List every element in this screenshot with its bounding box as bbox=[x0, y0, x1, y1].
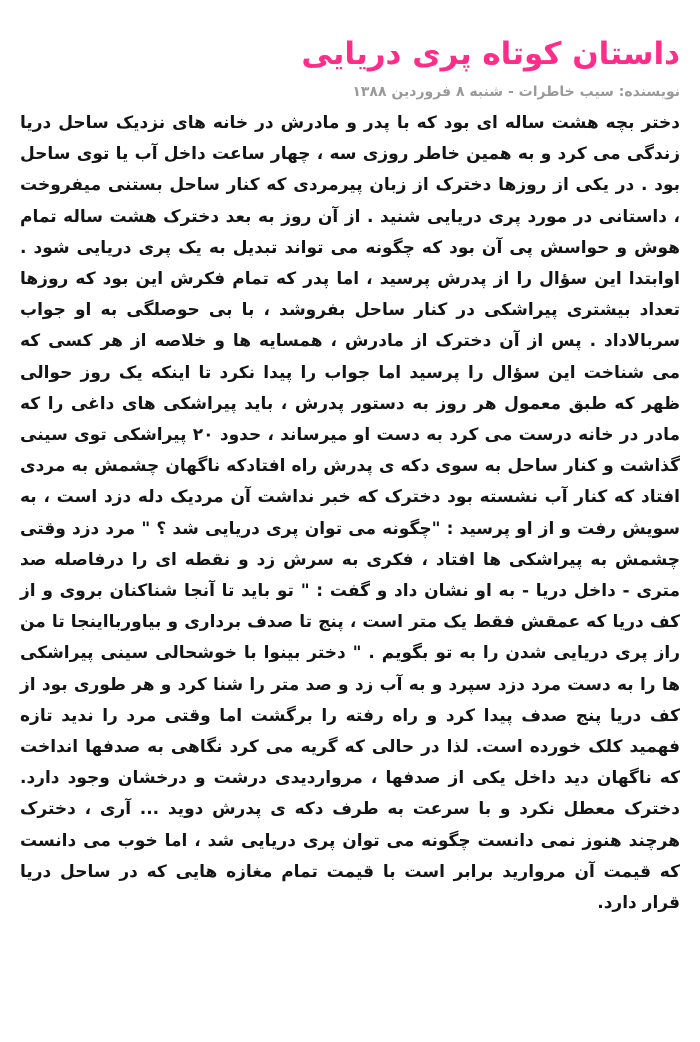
article-title[interactable]: داستان کوتاه پری دریایی bbox=[301, 36, 680, 72]
article-byline: نویسنده: سیب خاطرات - شنبه ۸ فروردین ۱۳۸۸ bbox=[352, 84, 680, 100]
article-body: دختر بچه هشت ساله ای بود که با پدر و مادرش در خانه های نزدیک ساحل دریا زندگی می کرد و به همین خاطر روزی سه ، چهار ساعت داخل آب یا توی ساحل بود . در یکی از روزها دخترک از زبان پیرمردی که کنار ساحل بستنی میفروخت ، داستانی در مورد پری دریایی شنید . از آن روز به بعد دخترک هشت ساله تمام هوش و حواسش پی آن بود که چگونه می تواند تبدیل به یک پری دریایی شود . اوابتدا این سؤال را از پدرش پرسید ، اما پدر که تمام فکرش این بود که روزها تعداد بیشتری پیراشکی در کنار ساحل بفروشد ، با بی حوصلگی به او جواب سربالاداد . پس از آن دخترک از مادرش ، همسایه ها و خلاصه از هر کسی که می شناخت این سؤال را پرسید اما جواب را پیدا نکرد تا اینکه یک روز حوالی ظهر که طبق معمول هر روز به دستور پدرش ، باید پیراشکی های داغی را که مادر در خانه درست می کرد به دست او میرساند ، حدود ۲۰ پیراشکی توی سینی گذاشت و کنار ساحل به سوی دکه ی پدرش راه افتادکه ناگهان چشمش به مردی افتاد که کنار آب نشسته بود دخترک که خبر نداشت آن مردیک دله دزد است ، به سویش رفت و از او پرسید : "چگونه می توان پری دریایی شد ؟ " مرد دزد وقتی چشمش به پیراشکی ها افتاد ، فکری به سرش زد و نقطه ای را درفاصله صد متری - داخل دریا - به او نشان داد و گفت : " تو باید تا آنجا شناکنان بروی و از کف دریا که عمقش فقط یک متر است ، پنج تا صدف برداری و بیاوربااینجا تا من راز پری دریایی شدن را به تو بگویم . " دختر بینوا با خوشحالی سینی پیراشکی ها را به دست مرد دزد سپرد و به آب زد و صد متر را شنا کرد و هر طوری بود از کف دریا پنج صدف پیدا کرد و راه رفته را برگشت اما وقتی مرد را ندید تازه فهمید کلک خورده است. لذا در حالی که گریه می کرد نگاهی به صدفها انداخت که ناگهان دید داخل یکی از صدفها ، مرواردیدی درشت و درخشان وجود دارد. دخترک معطل نکرد و با سرعت به طرف دکه ی پدرش دوید ... آری ، دخترک هرچند هنوز نمی دانست چگونه می توان پری دریایی شد ، اما خوب می دانست که قیمت آن مروارید برابر است با قیمت تمام مغازه هایی که در ساحل دریا قرار دارد. bbox=[20, 113, 681, 914]
